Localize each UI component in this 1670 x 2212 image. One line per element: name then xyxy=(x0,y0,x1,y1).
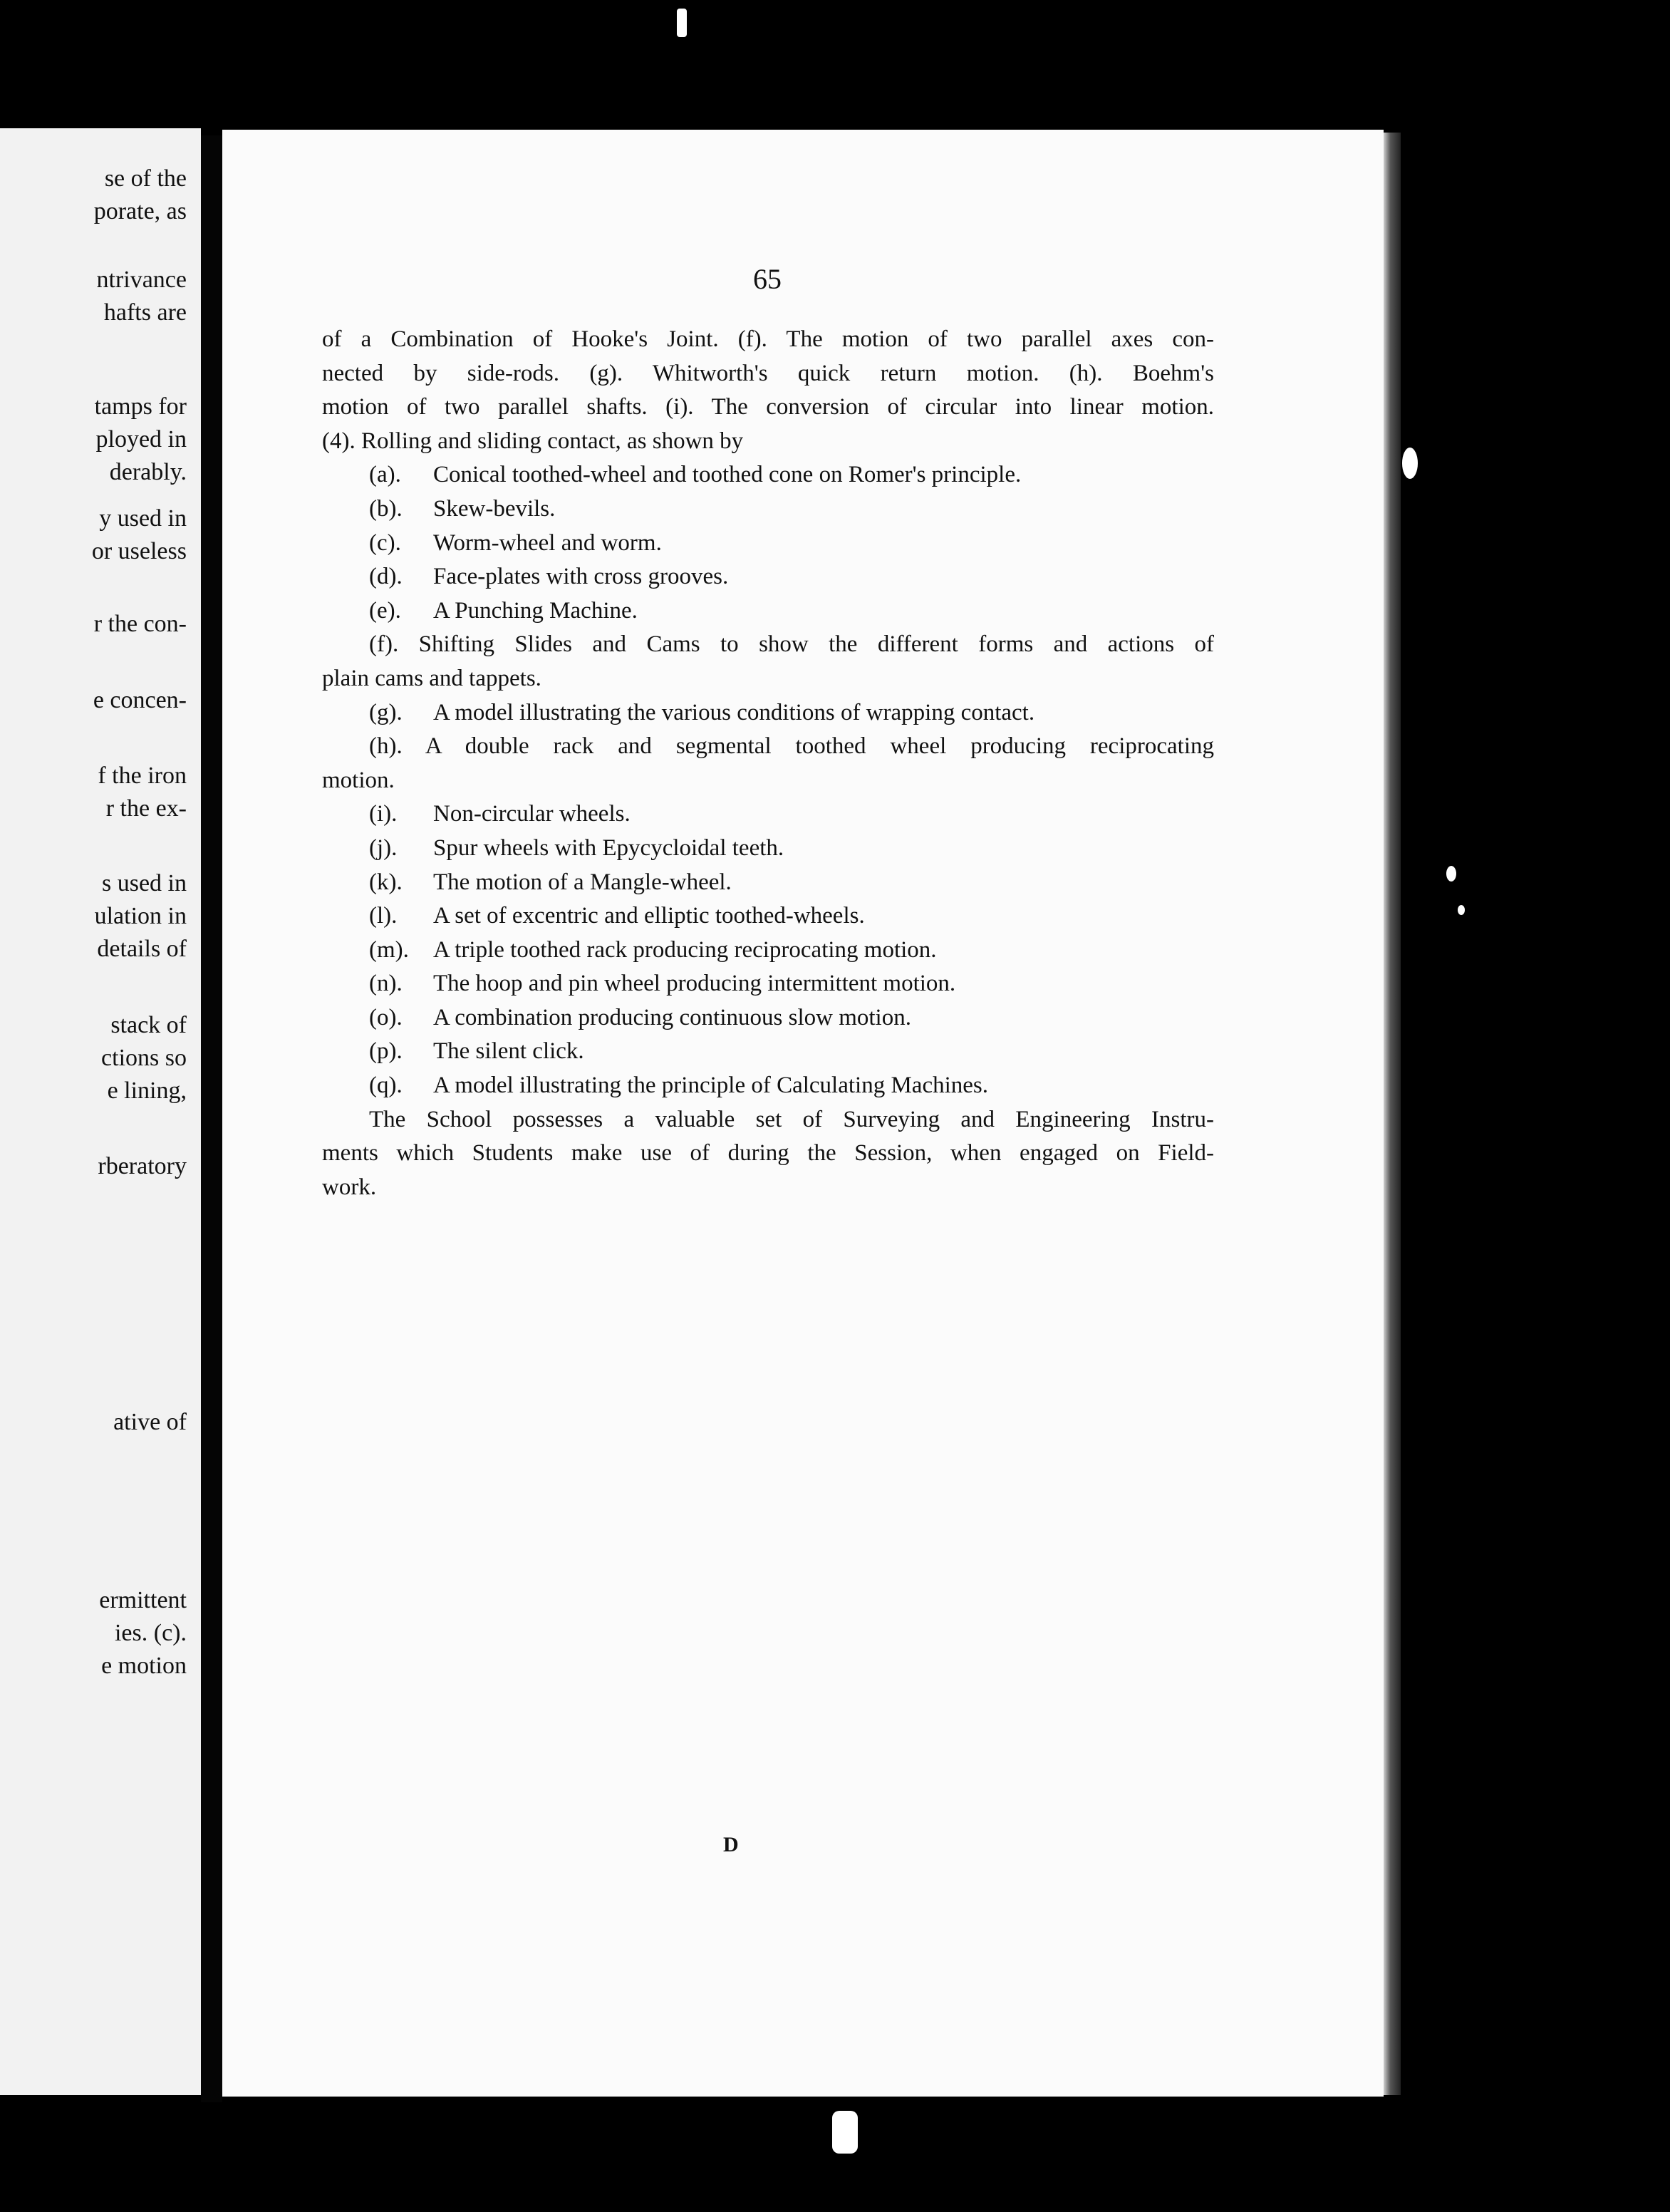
list-item xyxy=(322,527,1214,561)
item-h-line: (h). A double rack and segmental toothed wheel producing reciprocating xyxy=(369,733,1214,760)
item-text: Spur wheels with Epycycloidal teeth. xyxy=(433,834,784,861)
list-item xyxy=(322,594,1214,629)
closing-line: work. xyxy=(322,1174,377,1200)
item-text: A set of excentric and elliptic toothed-wheels. xyxy=(433,903,865,929)
scan-speck xyxy=(677,9,687,37)
list-item xyxy=(322,696,1214,730)
item-label: (d). xyxy=(369,564,403,590)
item-text: Worm-wheel and worm. xyxy=(433,529,662,556)
left-page-fragment: r the con- xyxy=(93,611,187,637)
item-text: Skew-bevils. xyxy=(433,495,556,522)
list-item xyxy=(322,1035,1214,1069)
intro-line: nected by side-rods. (g). Whitworth's quick return motion. (h). Boehm's xyxy=(322,360,1214,386)
intro-line: of a Combination of Hooke's Joint. (f). The motion of two parallel axes con- xyxy=(322,326,1214,352)
item-text: A model illustrating the principle of Calculating Machines. xyxy=(433,1073,988,1099)
left-page-fragment: details of xyxy=(97,936,187,962)
item-label: (i). xyxy=(369,801,398,827)
list-item xyxy=(322,899,1214,934)
list-item xyxy=(322,1069,1214,1103)
list-item xyxy=(322,934,1214,968)
intro-line: motion of two parallel shafts. (i). The conversion of circular into linear motion. xyxy=(322,394,1214,420)
item-text: Non-circular wheels. xyxy=(433,801,631,827)
item-label: (k). xyxy=(369,869,403,895)
list-item xyxy=(322,967,1214,1001)
left-page-fragment: or useless xyxy=(91,538,187,564)
item-text: A triple toothed rack producing reciprocating motion. xyxy=(433,936,937,963)
left-page-fragment: ative of xyxy=(113,1409,187,1435)
list-item xyxy=(322,797,1214,832)
scan-speck xyxy=(1446,866,1456,882)
left-page-fragment: ermittent xyxy=(99,1587,187,1613)
item-text: A Punching Machine. xyxy=(433,597,638,624)
item-label: (m). xyxy=(369,936,409,963)
item-label: (n). xyxy=(369,971,403,997)
left-page-fragment: rberatory xyxy=(98,1153,187,1179)
left-page-fragment: r the ex- xyxy=(105,795,187,822)
item-h-continuation: motion. xyxy=(322,767,395,793)
item-label: (q). xyxy=(369,1073,403,1099)
list-item xyxy=(322,832,1214,866)
left-page-fragment: stack of xyxy=(110,1012,187,1038)
left-page-fragment: ulation in xyxy=(94,903,187,929)
list-item xyxy=(322,458,1214,492)
left-page-fragment: derably. xyxy=(109,459,187,485)
page-number: 65 xyxy=(753,263,782,295)
book-spine xyxy=(201,135,222,2102)
item-label: (j). xyxy=(369,834,398,861)
left-page-fragment: s used in xyxy=(102,870,187,896)
list-item xyxy=(322,492,1214,527)
left-page-fragment: e lining, xyxy=(107,1077,187,1104)
item-text: A model illustrating the various conditions of wrapping contact. xyxy=(433,699,1035,725)
item-text: The motion of a Mangle-wheel. xyxy=(433,869,732,895)
item-label: (e). xyxy=(369,597,401,624)
left-page-fragment: ies. (c). xyxy=(114,1620,187,1646)
item-text: Conical toothed-wheel and toothed cone on Romer's principle. xyxy=(433,462,1022,488)
item-f-line: (f). Shifting Slides and Cams to show the different forms and actions of xyxy=(369,631,1214,658)
item-label: (o). xyxy=(369,1004,403,1030)
signature-mark: D xyxy=(723,1833,739,1856)
closing-line: The School possesses a valuable set of Surveying and Engineering Instru- xyxy=(369,1106,1214,1132)
left-page-fragment: tamps for xyxy=(94,393,187,420)
item-text: Face-plates with cross grooves. xyxy=(433,564,729,590)
left-page-fragment: ctions so xyxy=(101,1045,187,1071)
left-page-fragment: se of the xyxy=(104,165,187,192)
left-page-fragment: ployed in xyxy=(95,426,187,453)
scan-speck xyxy=(832,2111,858,2154)
page-edge xyxy=(1384,133,1401,2095)
item-label: (a). xyxy=(369,462,401,488)
item-label: (g). xyxy=(369,699,403,725)
closing-line: ments which Students make use of during the Session, when engaged on Field- xyxy=(322,1140,1214,1167)
left-page-fragment: porate, as xyxy=(93,198,187,224)
list-item xyxy=(322,866,1214,900)
item-f-continuation: plain cams and tappets. xyxy=(322,665,541,691)
item-label: (l). xyxy=(369,903,398,929)
scan-speck xyxy=(1402,448,1418,479)
left-page-fragment: e motion xyxy=(101,1653,187,1679)
section-heading: (4). Rolling and sliding contact, as shown by xyxy=(322,428,744,454)
left-page-fragment: hafts are xyxy=(103,299,187,326)
item-text: The hoop and pin wheel producing intermittent motion. xyxy=(433,971,956,997)
item-label: (b). xyxy=(369,495,403,522)
scan-speck xyxy=(1458,905,1465,915)
page-body xyxy=(322,323,1214,1204)
item-text: The silent click. xyxy=(433,1038,584,1065)
left-page-fragment: f the iron xyxy=(98,763,187,789)
list-item xyxy=(322,1001,1214,1035)
item-text: A combination producing continuous slow motion. xyxy=(433,1004,911,1030)
item-label: (c). xyxy=(369,529,401,556)
left-facing-page xyxy=(0,128,201,2095)
left-page-fragment: e concen- xyxy=(93,687,187,713)
left-page-fragment: y used in xyxy=(99,505,187,532)
list-item xyxy=(322,560,1214,594)
left-page-fragment: ntrivance xyxy=(96,267,187,293)
item-label: (p). xyxy=(369,1038,403,1065)
